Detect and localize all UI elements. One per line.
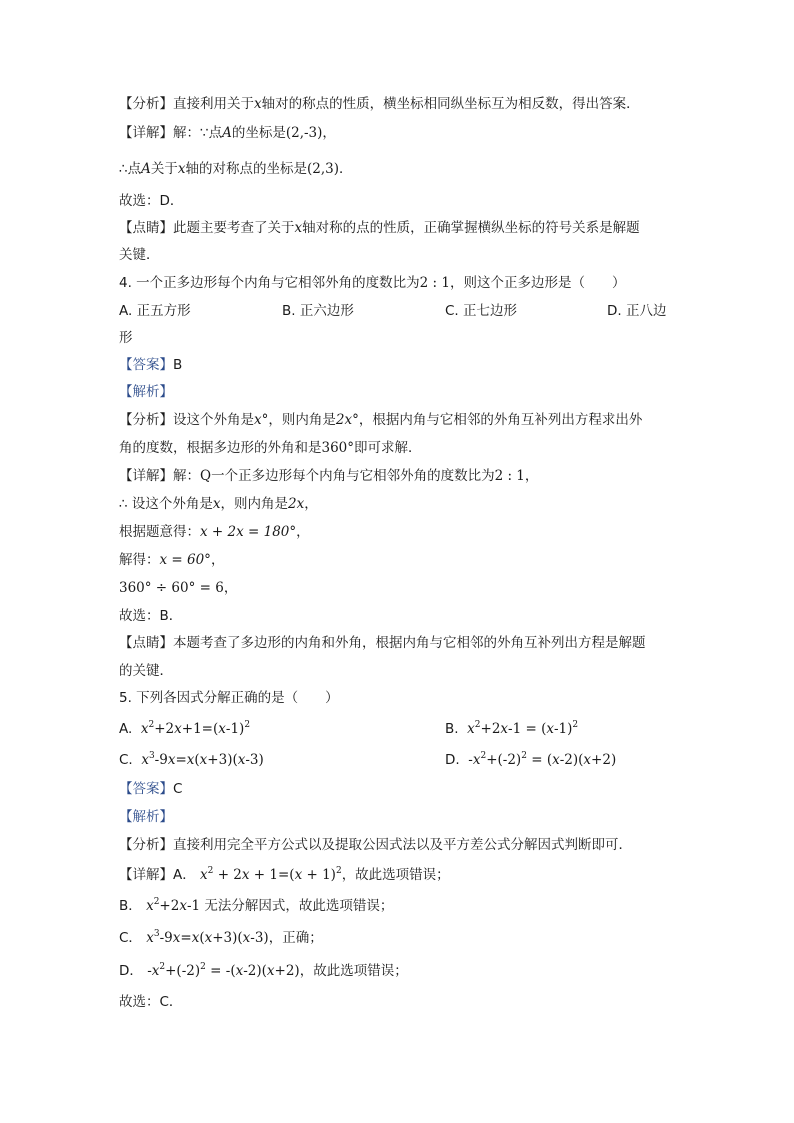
q5-answer: 【答案】C xyxy=(119,781,183,797)
q3-comment-cont: 关键． xyxy=(119,247,160,263)
answer-tag: 【答案】 xyxy=(119,781,173,797)
q5-detail-d: D． $-x^2+(-2)^2 = -(x-2)(x+2)$，故此选项错误； xyxy=(119,962,408,979)
q3-choice: 故选：D． xyxy=(119,193,184,209)
because-symbol: Q xyxy=(200,468,212,484)
detail-tag: 【详解】 xyxy=(119,867,173,883)
q5-option-d: D. $-x^2+(-2)^2 = (x-2)(x+2)$ xyxy=(445,751,617,768)
q4-stem: 4. 一个正多边形每个内角与它相邻外角的度数比为2 : 1，则这个正多边形是（ ） xyxy=(119,275,626,291)
q5-explanation-tag: 【解析】 xyxy=(119,809,173,825)
q3-symmetric-point: ∴点A关于x轴的对称点的坐标是(2,3)． xyxy=(119,161,353,177)
q5-detail-b: B． $x^2+2x-1$ 无法分解因式，故此选项错误； xyxy=(119,897,394,914)
answer-tag: 【答案】 xyxy=(119,357,173,373)
coordinate: (2,-3) xyxy=(285,125,323,141)
detail-tag: 【详解】 xyxy=(119,468,173,484)
q4-equation: 根据题意得：x + 2x = 180°， xyxy=(119,524,310,540)
q4-analysis-cont: 角的度数，根据多边形的外角和是360°即可求解． xyxy=(119,440,422,456)
q5-detail-c: C． $x^3-9x=x(x+3)(x-3)$，正确； xyxy=(119,929,323,946)
comment-tag: 【点睛】 xyxy=(119,635,173,651)
q4-explanation-tag: 【解析】 xyxy=(119,384,173,400)
q4-set-variable: ∴ 设这个外角是x，则内角是2x， xyxy=(119,496,318,512)
q5-option-c: C. $x^3-9x=x(x+3)(x-3)$ xyxy=(119,751,264,768)
analysis-tag: 【分析】 xyxy=(119,837,173,853)
q5-analysis: 【分析】直接利用完全平方公式以及提取公因式法以及平方差公式分解因式判断即可． xyxy=(119,837,632,853)
q4-analysis: 【分析】设这个外角是x°，则内角是2x°，根据内角与它相邻的外角互补列出方程求出外 xyxy=(119,412,643,428)
q5-stem: 5. 下列各因式分解正确的是（ ） xyxy=(119,690,339,706)
q4-comment-cont: 的关键． xyxy=(119,663,173,679)
q4-option-d: D. 正八边 xyxy=(607,303,667,319)
q4-calculation: 360° ÷ 60° = 6， xyxy=(119,580,238,596)
coordinate: (2,3) xyxy=(306,161,339,177)
q4-option-b: B. 正六边形 xyxy=(282,303,354,319)
q5-detail-a: 【详解】A． $x^2 + 2x + 1=(x + 1)^2$，故此选项错误； xyxy=(119,866,450,883)
q4-solution: 解得：x = 60°， xyxy=(119,552,225,568)
q4-comment: 【点睛】本题考查了多边形的内角和外角，根据内角与它相邻的外角互补列出方程是解题 xyxy=(119,635,646,651)
q4-option-a: A. 正五方形 xyxy=(119,303,191,319)
q5-choice: 故选：C． xyxy=(119,994,183,1010)
q4-answer: 【答案】B xyxy=(119,357,183,373)
q4-option-d-wrap: 形 xyxy=(119,330,133,346)
analysis-tag: 【分析】 xyxy=(119,96,173,112)
detail-tag: 【详解】 xyxy=(119,125,173,141)
q3-detail: 【详解】解：∵点A的坐标是(2,-3)， xyxy=(119,125,336,141)
q5-option-b: B. $x^2+2x-1 = (x-1)^2$ xyxy=(445,720,579,737)
q3-analysis: 【分析】直接利用关于x轴对的称点的性质，横坐标相同纵坐标互为相反数，得出答案． xyxy=(119,96,640,112)
q4-choice: 故选：B． xyxy=(119,608,183,624)
comment-tag: 【点睛】 xyxy=(119,220,173,236)
q4-option-c: C. 正七边形 xyxy=(445,303,518,319)
q4-detail: 【详解】解：Q一个正多边形每个内角与它相邻外角的度数比为2 : 1， xyxy=(119,468,539,484)
analysis-tag: 【分析】 xyxy=(119,412,173,428)
q5-option-a: A. $x^2+2x+1=(x-1)^2$ xyxy=(119,720,251,737)
q3-comment: 【点睛】此题主要考查了关于x轴对称的点的性质，正确掌握横纵坐标的符号关系是解题 xyxy=(119,220,640,236)
